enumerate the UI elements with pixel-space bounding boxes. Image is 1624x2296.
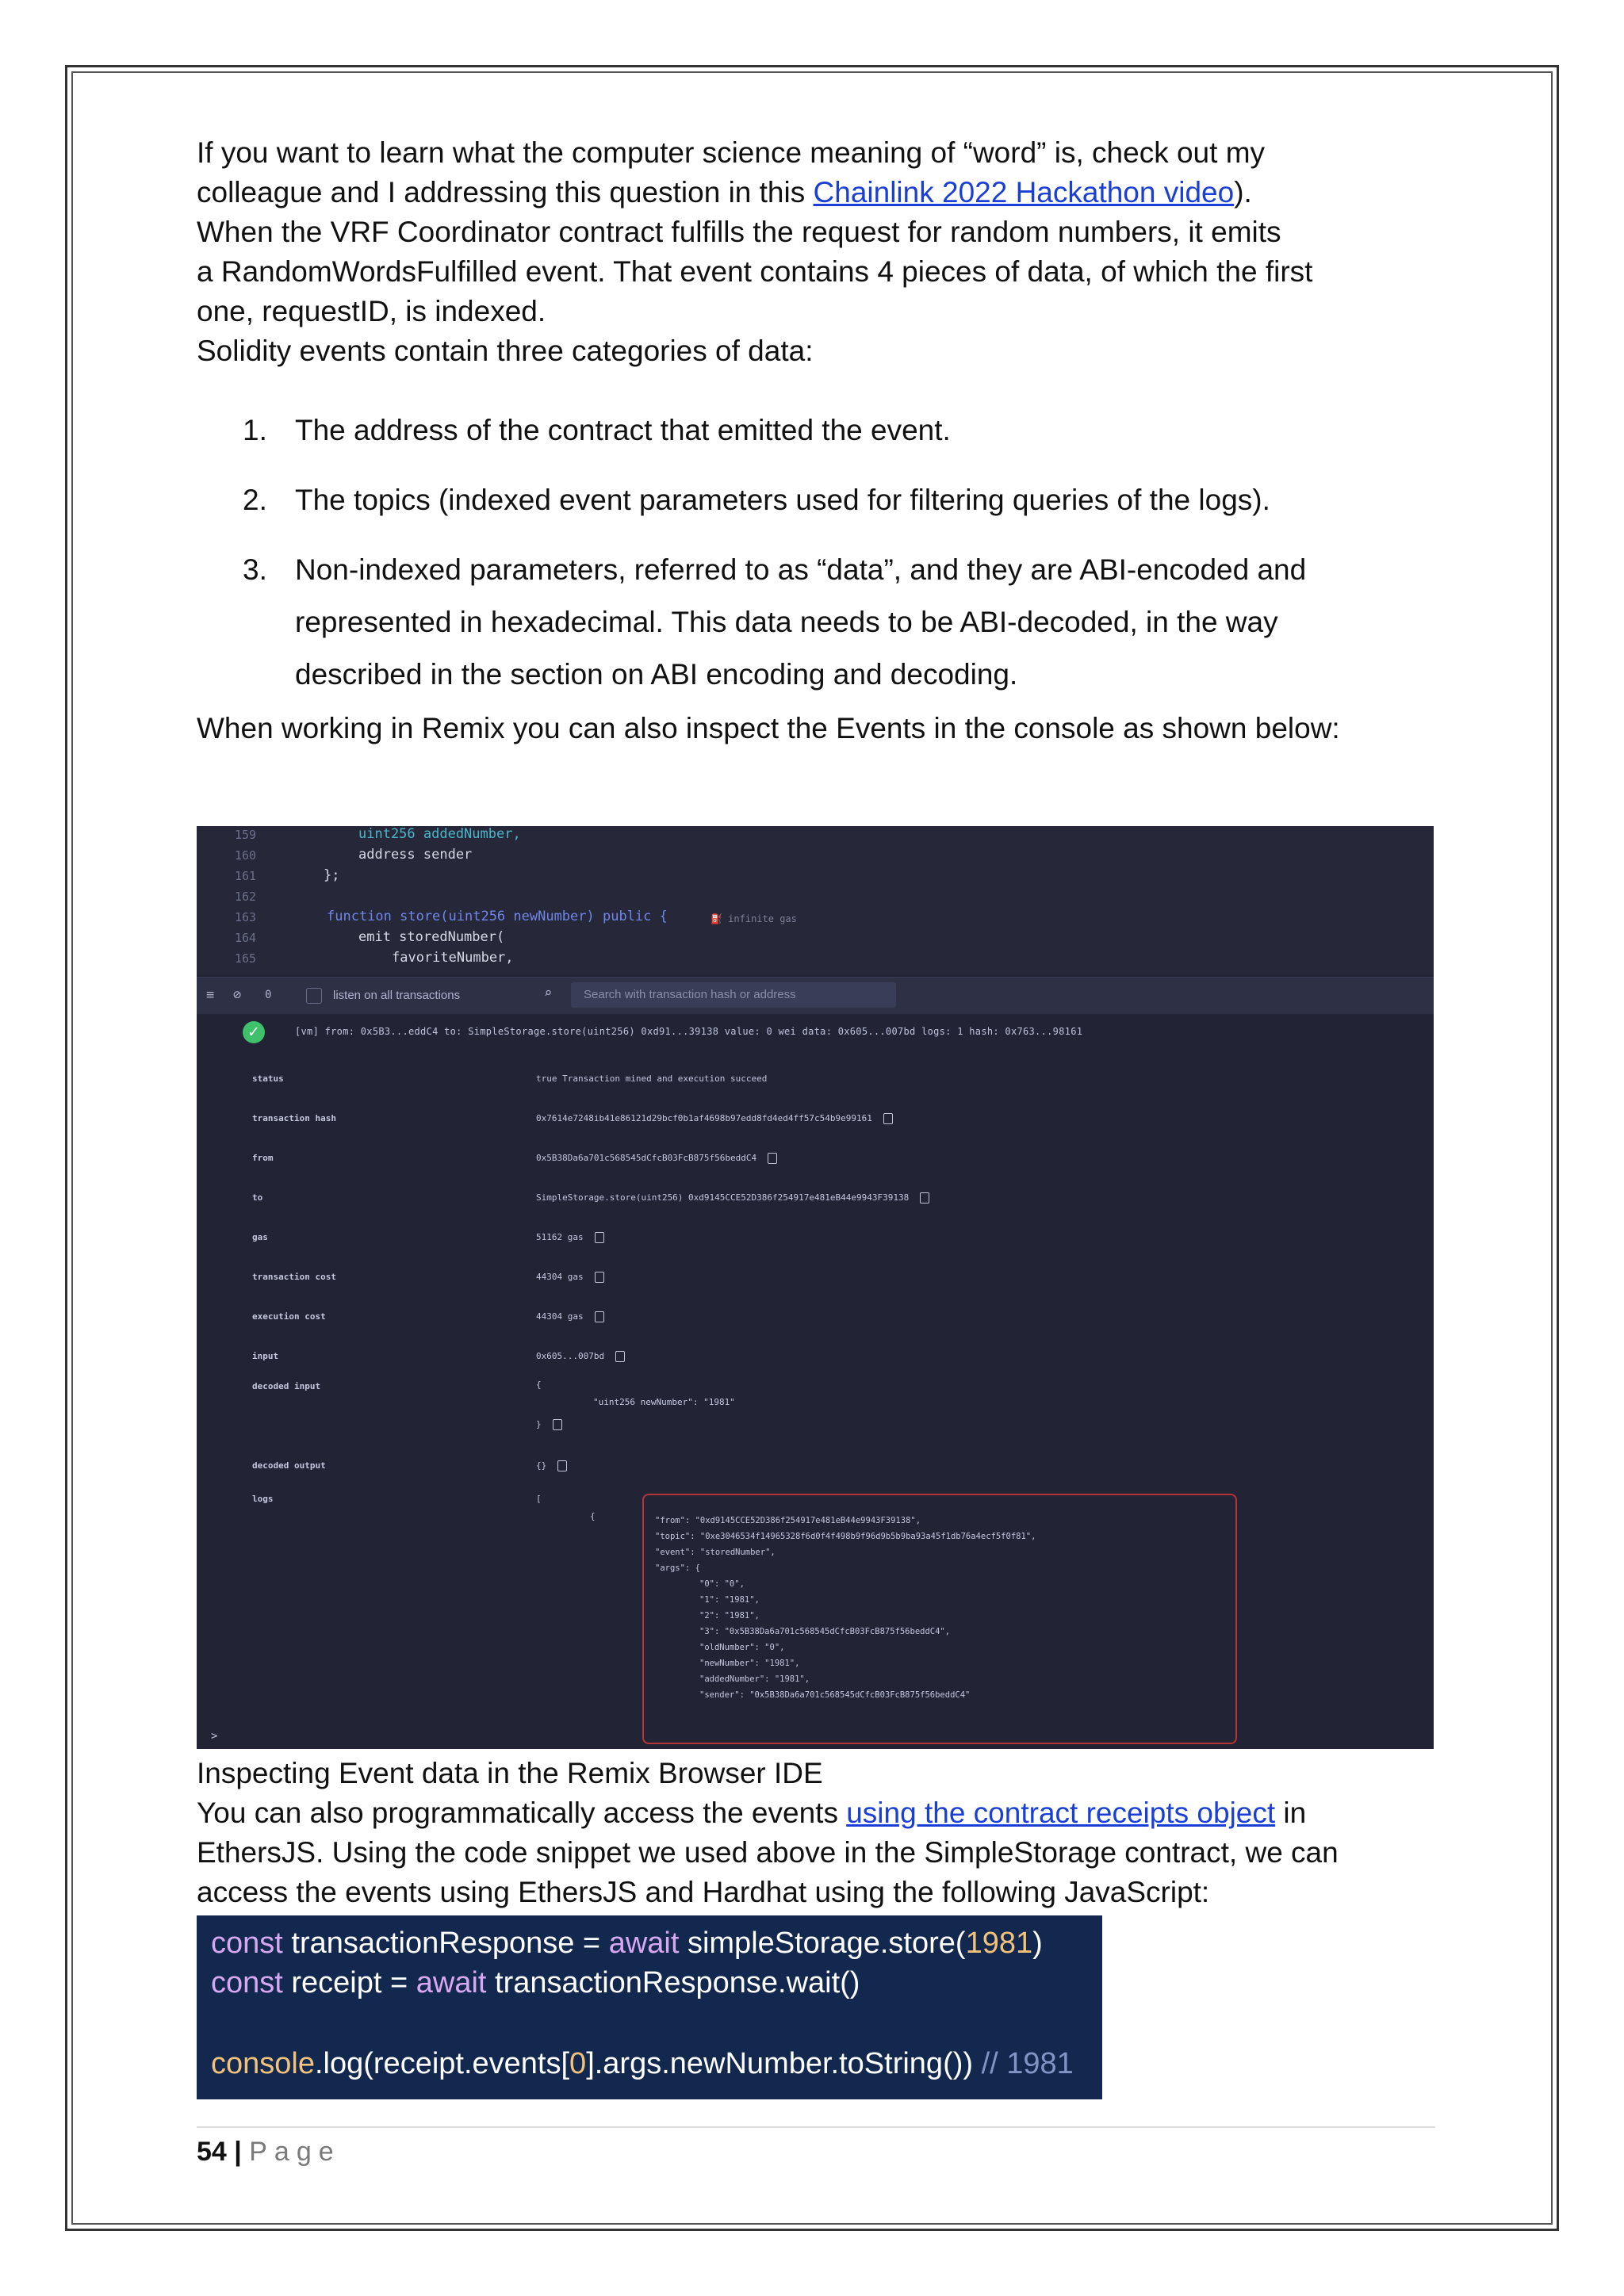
log-line: "3": "0x5B38Da6a701c568545dCfcB03FcB875f56beddC4", — [699, 1627, 951, 1636]
log-line: "sender": "0x5B38Da6a701c568545dCfcB03FcB875f56beddC4" — [699, 1690, 971, 1700]
tx-detail-value-text: 44304 gas — [536, 1311, 584, 1322]
tx-detail-value — [536, 1232, 604, 1243]
page-number: 54 — [197, 2137, 227, 2167]
listen-all-label: listen on all transactions — [333, 989, 461, 1002]
caption-line-3: access the events using EthersJS and Hardhat using the following JavaScript: — [197, 1876, 1210, 1908]
tx-detail-key: decoded output — [252, 1460, 326, 1471]
log-line: "oldNumber": "0", — [699, 1643, 785, 1652]
receipts-object-link[interactable]: using the contract receipts object — [846, 1797, 1276, 1829]
caption-line-1-end: in — [1275, 1797, 1307, 1829]
code-text: ) — [1032, 1927, 1043, 1960]
code-line: uint256 addedNumber, — [358, 826, 521, 842]
snippet-line — [211, 2047, 1074, 2081]
console-toolbar — [197, 977, 1434, 1014]
code-comment: // 1981 — [981, 2047, 1074, 2080]
list-item — [197, 544, 1434, 701]
figure-caption: Inspecting Event data in the Remix Browser IDE — [197, 1757, 823, 1789]
line-number: 160 — [235, 848, 257, 863]
listen-all-checkbox[interactable] — [306, 988, 322, 1004]
copy-icon[interactable] — [883, 1113, 893, 1124]
list-item-text: The address of the contract that emitted the event. — [295, 414, 951, 446]
caption-block — [197, 1754, 1434, 1912]
search-placeholder: Search with transaction hash or address — [584, 988, 796, 1001]
code-line: emit storedNumber( — [358, 929, 505, 945]
list-item-number: 3. — [243, 553, 267, 586]
caption-line-1-text: You can also programmatically access the events — [197, 1797, 847, 1829]
tx-detail-value-text: 0x605...007bd — [536, 1351, 605, 1361]
code-line: favoriteNumber, — [392, 950, 514, 966]
log-line: "0": "0", — [699, 1579, 745, 1589]
caption-line-2: EthersJS. Using the code snippet we used above in the SimpleStorage contract, we can — [197, 1836, 1339, 1869]
code-keyword: await — [416, 1966, 487, 1999]
tx-detail-key: logs — [252, 1494, 274, 1504]
log-line: "args": { — [655, 1563, 700, 1573]
tx-detail-value — [536, 1460, 567, 1471]
transaction-summary[interactable] — [197, 1021, 1434, 1048]
tx-detail-value — [536, 1272, 604, 1283]
line-number: 162 — [235, 890, 257, 904]
code-number: 1981 — [965, 1927, 1033, 1960]
tx-detail-value — [536, 1192, 929, 1203]
copy-icon[interactable] — [557, 1460, 567, 1471]
code-line: address sender — [358, 847, 473, 863]
code-editor — [197, 826, 1434, 975]
code-text: simpleStorage.store( — [679, 1927, 966, 1960]
line-number: 163 — [235, 910, 257, 924]
intro-line-4: a RandomWordsFulfilled event. That event contains 4 pieces of data, of which the first — [197, 255, 1313, 288]
collapse-icon[interactable]: ≡ — [206, 987, 215, 1003]
tx-detail-key: execution cost — [252, 1311, 326, 1322]
line-number: 165 — [235, 951, 257, 966]
intro-line-2 — [197, 173, 1434, 212]
log-line: "event": "storedNumber", — [655, 1548, 776, 1557]
tx-detail-key: transaction cost — [252, 1272, 336, 1282]
tx-detail-value — [536, 1113, 893, 1124]
list-item-text: described in the section on ABI encoding and decoding. — [295, 658, 1018, 691]
tx-detail-key: transaction hash — [252, 1113, 336, 1123]
code-text: receipt = — [282, 1966, 416, 1999]
decoded-input-body: "uint256 newNumber": "1981" — [593, 1397, 735, 1407]
list-item — [197, 404, 1434, 457]
log-line: "1": "1981", — [699, 1595, 760, 1605]
snippet-line — [211, 1966, 860, 2000]
footer-separator: | — [226, 2137, 250, 2167]
copy-icon[interactable] — [920, 1192, 929, 1203]
decoded-input-close-text: } — [536, 1419, 542, 1429]
tx-detail-key: status — [252, 1073, 284, 1084]
event-data-categories-list — [197, 404, 1434, 701]
copy-icon[interactable] — [595, 1311, 604, 1322]
page-footer — [197, 2134, 341, 2169]
code-text: .log(receipt.events[ — [314, 2047, 570, 2080]
body-text — [197, 133, 1434, 748]
list-item-text: represented in hexadecimal. This data needs to be ABI-decoded, in the way — [295, 606, 1278, 638]
line-number: 159 — [235, 828, 257, 842]
snippet-line — [211, 1927, 1043, 1961]
tx-detail-value: true Transaction mined and execution succeed — [536, 1073, 768, 1084]
code-number: 0 — [569, 2047, 587, 2080]
remix-intro: When working in Remix you can also inspect the Events in the console as shown below: — [197, 712, 1340, 744]
tx-detail-key: input — [252, 1351, 279, 1361]
log-line: "topic": "0xe3046534f14965328f6d0f4f498b9f96d9b5b9ba93a45f1db76a4ecf5f0f81", — [655, 1532, 1036, 1541]
caption-line-1 — [197, 1793, 1434, 1833]
transaction-summary-text: [vm] from: 0x5B3...eddC4 to: SimpleStorage.store(uint256) 0xd91...39138 value: 0 wei data: 0x605...007bd logs: 1 hash: 0x763...98161 — [295, 1026, 1083, 1037]
log-line: "from": "0xd9145CCE52D386f254917e481eB44e9943F39138", — [655, 1516, 921, 1525]
copy-icon[interactable] — [615, 1351, 625, 1362]
intro-line-3: When the VRF Coordinator contract fulfills the request for random numbers, it emits — [197, 216, 1281, 248]
list-item-number: 2. — [243, 484, 267, 516]
console-search-input[interactable] — [571, 982, 896, 1008]
log-line: "2": "1981", — [699, 1611, 760, 1621]
code-object: console — [211, 2047, 315, 2080]
copy-icon[interactable] — [768, 1153, 777, 1164]
tx-detail-key: to — [252, 1192, 263, 1203]
remix-screenshot — [197, 826, 1434, 1749]
pending-count: 0 — [265, 989, 272, 1001]
success-check-icon: ✓ — [243, 1021, 265, 1043]
line-gutter — [197, 826, 292, 975]
tx-detail-key: from — [252, 1153, 274, 1163]
javascript-snippet — [197, 1915, 1102, 2099]
log-line: "newNumber": "1981", — [699, 1659, 800, 1668]
gas-estimate: ⛽ infinite gas — [710, 913, 797, 924]
tx-detail-value-text: SimpleStorage.store(uint256) 0xd9145CCE52D386f254917e481eB44e9943F39138 — [536, 1192, 910, 1203]
code-text: transactionResponse.wait() — [486, 1966, 860, 1999]
clear-console-icon[interactable]: ⊘ — [233, 987, 242, 1003]
hackathon-video-link[interactable]: Chainlink 2022 Hackathon video — [813, 176, 1235, 209]
list-item-text: The topics (indexed event parameters used for filtering queries of the logs). — [295, 484, 1270, 516]
intro-line-5: one, requestID, is indexed. — [197, 295, 546, 327]
tx-detail-value: { — [536, 1380, 542, 1390]
list-item-text: Non-indexed parameters, referred to as “data”, and they are ABI-encoded and — [295, 553, 1307, 586]
tx-detail-value — [536, 1351, 625, 1362]
tx-detail-value: [ — [536, 1494, 542, 1504]
line-number: 164 — [235, 931, 257, 945]
intro-line-2-end: ). — [1234, 176, 1252, 209]
console-prompt[interactable]: > — [211, 1730, 218, 1743]
code-keyword: const — [211, 1927, 283, 1960]
event-log-highlight — [642, 1494, 1237, 1744]
tx-detail-value-text: 0x7614e7248ib41e86121d29bcf0b1af4698b97edd8fd4ed4ff57c54b9e99161 — [536, 1113, 872, 1123]
copy-icon[interactable] — [595, 1272, 604, 1283]
intro-line-1: If you want to learn what the computer science meaning of “word” is, check out my — [197, 136, 1266, 169]
tx-detail-value-text: 0x5B38Da6a701c568545dCfcB03FcB875f56beddC4 — [536, 1153, 757, 1163]
page-label: Page — [249, 2137, 341, 2167]
copy-icon[interactable] — [553, 1419, 562, 1430]
code-keyword: const — [211, 1966, 283, 1999]
code-line: function store(uint256 newNumber) public { — [327, 909, 668, 924]
line-number: 161 — [235, 869, 257, 883]
tx-detail-value-text: 51162 gas — [536, 1232, 584, 1242]
intro-line-2-text: colleague and I addressing this question in this — [197, 176, 814, 209]
copy-icon[interactable] — [595, 1232, 604, 1243]
log-open-brace: { — [590, 1511, 596, 1521]
log-line: "addedNumber": "1981", — [699, 1674, 810, 1684]
list-item — [197, 474, 1434, 526]
tx-detail-value-text: 44304 gas — [536, 1272, 584, 1282]
code-line: }; — [324, 867, 340, 883]
code-keyword: await — [608, 1927, 680, 1960]
code-text: transactionResponse = — [282, 1927, 609, 1960]
tx-detail-key: gas — [252, 1232, 268, 1242]
tx-detail-value-text: {} — [536, 1460, 547, 1471]
tx-detail-key: decoded input — [252, 1381, 321, 1391]
tx-detail-value — [536, 1153, 777, 1164]
code-text: ].args.newNumber.toString()) — [586, 2047, 982, 2080]
search-icon: ⌕ — [544, 985, 553, 1001]
list-item-number: 1. — [243, 414, 267, 446]
tx-detail-value — [536, 1311, 604, 1322]
gas-estimate-text: infinite gas — [728, 913, 797, 924]
intro-line-6: Solidity events contain three categories of data: — [197, 335, 814, 367]
footer-divider — [197, 2126, 1435, 2128]
decoded-input-close — [536, 1419, 562, 1430]
